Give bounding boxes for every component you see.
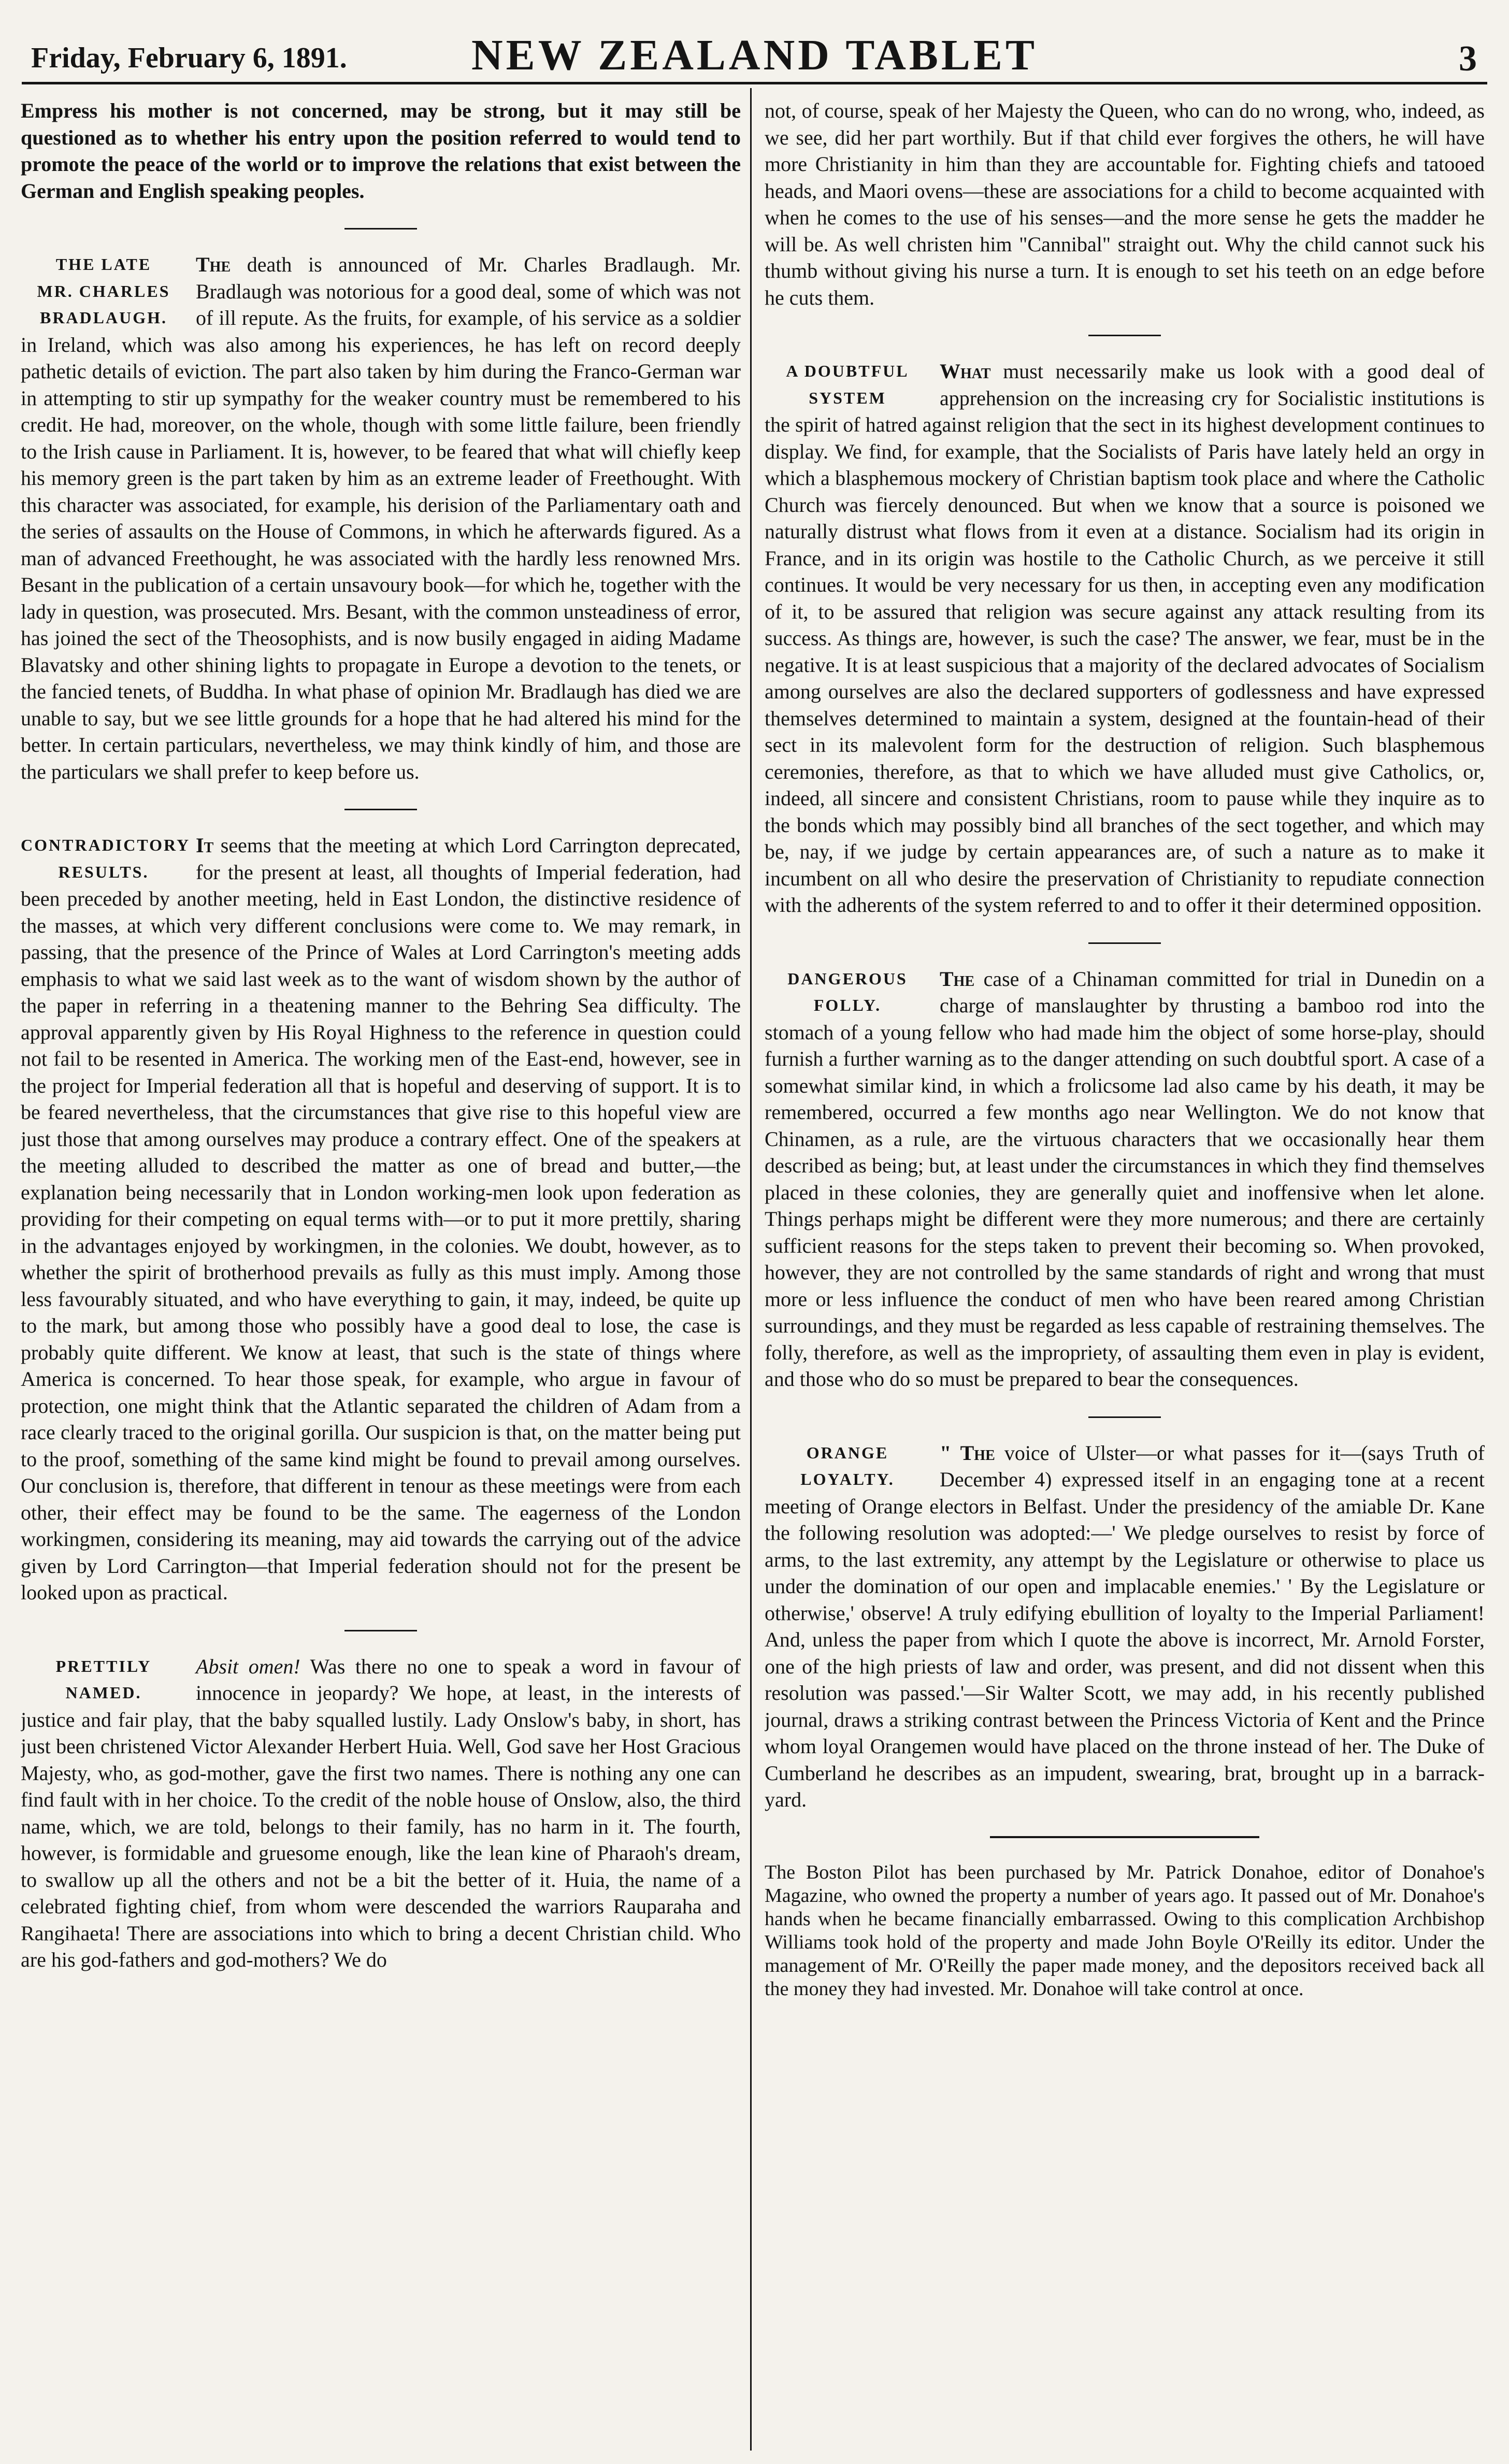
issue-date: Friday, February 6, 1891. [31,42,347,74]
section-divider [1088,1416,1161,1418]
section-divider [1088,335,1161,336]
section-divider [344,228,417,230]
section-divider [1088,942,1161,944]
article-text: must necessarily make us look with a good deal of apprehension on the increasing cry for Socialistic institutions is the spirit of hatred against religion that the sect in its highest development continues to display. We find, for example, that the Socialists of Paris have lately held an orgy in which a blasphemous mockery of Christian baptism took place and where the Catholic Church was fiercely denounced. But when we know that a source is poisoned we naturally distrust what flows from it even at a distance. Socialism had its origin in France, and in its origin was hostile to the Catholic Church, as we perceive it still continues. It would be very necessary for us then, in accepting even any modification of it, to be assured that religion was secure against any attack resulting from its success. As things are, however, is such the case? The answer, we fear, must be in the negative. It is at least suspicious that a majority of the declared advocates of Socialism among ourselves are also the declared supporters of godlessness and have expressed themselves determined to maintain a system, designed at the fountain-head of their sect in its malevolent form for the destruction of religion. Such blasphemous ceremonies, therefore, as that to which we have alluded must give Catholics, or, indeed, all sincere and consistent Christians, room to pause while they inquire as to the bonds which may possibly bind all branches of the sect together, and which may be, nay, if we judge by certain appearances are, of such a nature as to make it incumbent on all who desire the preservation of Christianity to repudiate connection with the adherents of the system referred to and to offer it their determined opposition. [765,360,1485,916]
sidenote-line: A DOUBTFUL [786,362,909,380]
article-body [765,358,1485,919]
sidenote-line: MR. CHARLES [37,281,170,300]
column-rule [750,88,752,2451]
section-divider-long [990,1836,1259,1838]
article-text: Was there no one to speak a word in favour of innocence in jeopardy? We hope, at least, in the interests of justice and fair play, that the baby squalled lustily. Lady Onslow's baby, in short, has just been christened Victor Alexander Herbert Huia. Well, God save her Host Gracious Majesty, who, as god-mother, gave the first two names. There is nothing any one can find fault with in her choice. To the credit of the noble house of Onslow, also, the third name, which, we are told, belongs to their family, has no harm in it. The fourth, however, is formidable and gruesome enough, like the lean kine of Pharaoh's dream, to swallow up all the others and not be a bit the better of it. Huia, the name of a celebrated fighting chief, from whom were descended the warriors Rauparaha and Rangihaeta! There are associations into which to bring a decent Christian child. Who are his god-fathers and god-mothers? We do [21,1654,741,1971]
lead-word: The [196,253,231,276]
lead-word: " The [940,1441,995,1465]
sidenote-orange [765,1440,930,1493]
article-prettily [21,1653,741,1973]
sidenote-line: RESULTS. [58,862,149,881]
article-text: death is announced of Mr. Charles Bradlaugh. Mr. Bradlaugh was notorious for a good deal, some of which was not of ill repute. As the fruits, for example, of his service as a soldier in Ireland, which was also among his experiences, he has left on record deeply pathetic details of eviction. The part also taken by him during the Franco-German war in attempting to stir up sympathy for the weaker country must be remembered to his credit. He had, moreover, on the whole, though with some little failure, been friendly to the Irish cause in Parliament. It is, however, to be feared that what will chiefly keep his memory green is the part taken by him as an extreme leader of Freethought. With this character was associated, for example, his derision of the Parliamentary oath and the series of assaults on the House of Commons, in which he afterwards figured. As a man of advanced Freethought, he was associated with the hardly less renowned Mrs. Besant in the publication of a certain unsavoury book—for which he, together with the lady in question, was prosecuted. Mrs. Besant, with the common unsteadiness of error, has joined the sect of the Theosophists, and is now busily engaged in aiding Madame Blavatsky and other shining lights to propagate in Europe a devotion to the tenets, or the fancied tenets, of Buddha. In what phase of opinion Mr. Bradlaugh has died we are unable to say, but we see little grounds for a hope that he had altered his mind for the better. In certain particulars, nevertheless, we may think kindly of him, and those are the particulars we shall prefer to keep before us. [21,253,741,783]
sidenote-prettily [21,1653,186,1707]
lead-word: The [940,967,975,991]
sidenote-line: ORANGE [806,1443,889,1462]
newspaper-title: NEW ZEALAND TABLET [471,31,1038,79]
article-body [765,1440,1485,1813]
sidenote-line: SYSTEM [809,388,886,407]
article-text: voice of Ulster—or what passes for it—(says Truth of December 4) expressed itself in an engaging tone at a recent meeting of Orange electors in Belfast. Under the presidency of the amiable Dr. Kane the following resolution was adopted:—' We pledge ourselves to resist by force of arms, to the last extremity, any attempt by the Legislature or otherwise to place us under the domination of our open and implacable enemies.' ' By the Legislature or otherwise,' observe! A truly edifying ebullition of loyalty to the Imperial Parliament! And, unless the paper from which I quote the above is incorrect, Mr. Arnold Forster, one of the high priests of law and order, was present, and did not dissent when this resolution was passed.'—Sir Walter Scott, we may add, in his recently published journal, draws a striking contrast between the Princess Victoria of Kent and the Prince whom loyal Orangemen would have placed on the throne instead of her. The Duke of Cumberland he describes as an impudent, swearing, brat, brought up in a barrack-yard. [765,1441,1485,1811]
lead-word: What [940,360,991,383]
article-doubtful-system [765,358,1485,919]
article-text: case of a Chinaman committed for trial in Dunedin on a charge of manslaughter by thrusting a bamboo rod into the stomach of a young fellow who had made him the object of some horse-play, should furnish a further warning as to the danger attending on such doubtful sport. A case of a somewhat similar kind, in which a frolicsome lad also came by his death, it may be remembered, occurred a few months ago near Wellington. We do not know that Chinamen, as a rule, are the virtuous characters that we occasionally hear them described as being; but, at least under the circumstances in which they find themselves placed in these colonies, they are generally quiet and inoffensive when let alone. Things perhaps might be different were they more numerous; and there are certainly sufficient reasons for the steps taken to prevent their becoming so. When provoked, however, they are not controlled by the same standards of right and wrong that must more or less influence the conduct of men who have been reared among Christian surroundings, and they must be regarded as less capable of restraining themselves. The folly, therefore, as well as the impropriety, of assaulting them even in play is evident, and those who do so must be prepared to bear the consequences. [765,967,1485,1391]
sidenote-contradictory [21,832,191,885]
sidenote-line: BRADLAUGH. [39,308,167,327]
sidenote-line: PRETTILY [55,1656,152,1675]
masthead [22,21,1487,84]
section-divider [344,809,417,810]
article-dangerous-folly [765,966,1485,1393]
sidenote-doubtful [765,358,930,411]
article-continuation: not, of course, speak of her Majesty the Queen, who can do no wrong, who, indeed, as we see, did her part worthily. But if that child ever forgives the others, he will have more Christianity in him than they are accountable for. Fighting chiefs and tatooed heads, and Maori ovens—these are associations for a child to become acquainted with when he comes to the use of his senses—and the more sense he gets the madder he will be. As well christen him "Cannibal" straight out. Why the child cannot suck his thumb without giving his nurse a turn. It is enough to set his teeth on an edge before he cuts them. [765,99,1485,309]
lead-word: It [196,834,214,857]
section-divider [344,1630,417,1631]
article-continuation: Empress his mother is not concerned, may be strong, but it may still be questioned as to whether his entry upon the position referred to would tend to promote the peace of the world or to improve the relations that exist between the German and English speaking peoples. [21,99,741,203]
right-column [765,97,1485,2449]
article-bradlaugh [21,251,741,785]
sidenote-line: FOLLY. [813,996,882,1014]
article-body [21,251,741,785]
sidenote-line: THE LATE [55,255,152,274]
article-orange-loyalty [765,1440,1485,1813]
sidenote-line: NAMED. [65,1683,142,1702]
article-body [21,832,741,1606]
sidenote-dangerous [765,966,930,1019]
news-item-boston-pilot: The Boston Pilot has been purchased by Mr. Patrick Donahoe, editor of Donahoe's Magazine, who owned the property a number of years ago. It passed out of Mr. Donahoe's hands when he became financially embarrassed. Owing to this complication Archbishop Williams took hold of the property and made John Boyle O'Reilly its editor. Under the management of Mr. O'Reilly the paper made money, and the depositors received back all the money they had invested. Mr. Donahoe will take control at once. [765,1861,1485,2000]
lead-word: Absit omen! [196,1654,300,1678]
sidenote-line: CONTRADICTORY [21,836,191,854]
sidenote-line: LOYALTY. [800,1470,895,1488]
left-column [21,97,741,2449]
article-text: seems that the meeting at which Lord Carrington deprecated, for the present at least, all thoughts of Imperial federation, had been preceded by another meeting, held in East London, the distinctive residence of the masses, at which very different conclusions were come to. We may remark, in passing, that the presence of the Prince of Wales at Lord Carrington's meeting adds emphasis to what we said last week as to the want of wisdom shown by the author of the paper in referring in a theatening manner to the Behring Sea difficulty. The approval apparently given by His Royal Highness to the reference in question could not fail to be resented in America. The working men of the East-end, however, see in the project for Imperial federation all that is hopeful and deserving of support. It is to be feared nevertheless, that the circumstances that give rise to this hopeful view are just those that among ourselves may produce a contrary effect. One of the speakers at the meeting alluded to described the matter as one of bread and butter,—the explanation being necessarily that in London working-men look upon federation as providing for their competing on equal terms with—or to put it more prettily, sharing in the advantages enjoyed by workingmen, in the colonies. We doubt, however, as to whether the spirit of brotherhood prevails as fully as this must imply. Among those less favourably situated, and who have everything to gain, it may, indeed, be quite up to the mark, but among those who possibly have a good deal to lose, the case is probably quite different. We know at least, that such is the state of things where America is concerned. To hear those speak, for example, who argue in favour of protection, one might think that the Atlantic separated the children of Adam from a race clearly traced to the original gorilla. Our suspicion is that, on the matter being put to the proof, something of the same kind might be found to prevail among ourselves. Our conclusion is, therefore, that different in tenour as these meetings were from each other, their effect may be found to be the same. The eagerness of the London workingmen, considering its meaning, may aid towards the carrying out of the advice given by Lord Carrington—that Imperial federation should not for the present be looked upon as practical. [21,834,741,1604]
page-number: 3 [1459,39,1477,79]
sidenote-line: DANGEROUS [787,969,908,988]
article-contradictory [21,832,741,1606]
sidenote-bradlaugh [21,251,186,332]
article-body [765,966,1485,1393]
